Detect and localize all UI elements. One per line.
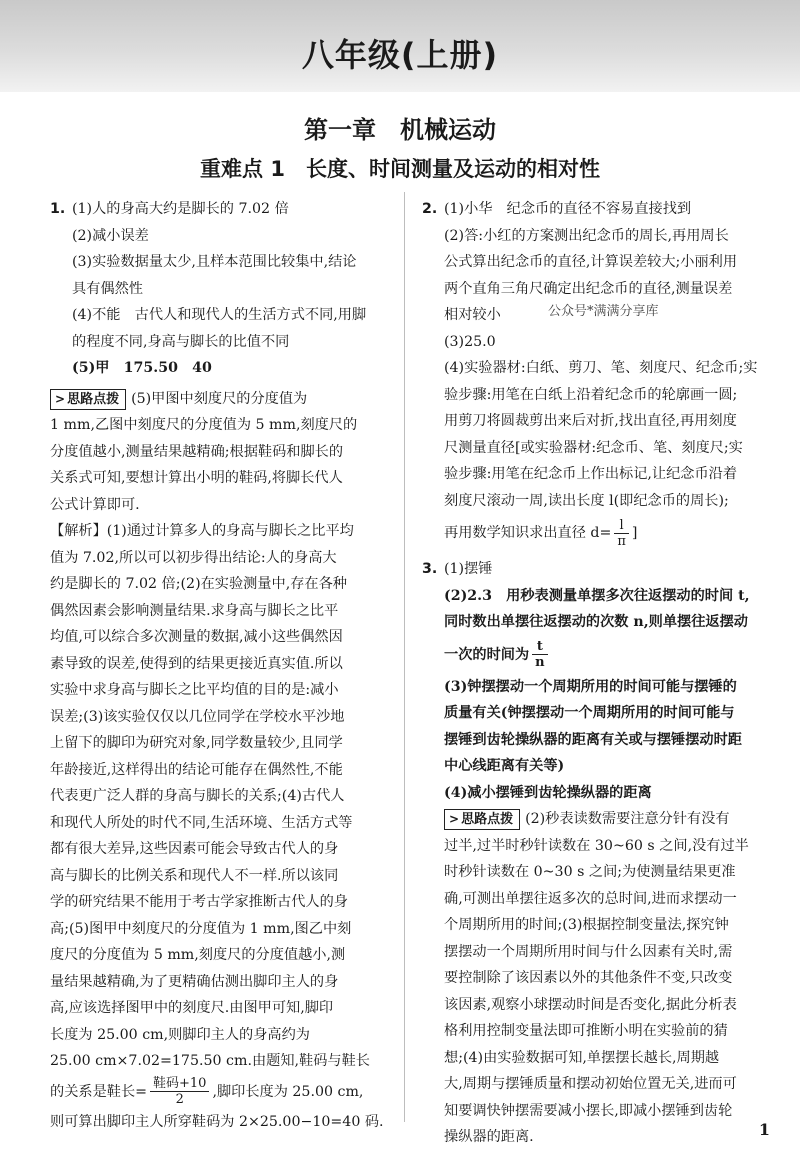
hint-text: 确,可测出单摆往返多次的总时间,进而求摆动一 [444, 890, 737, 907]
answer-line: 用剪刀将圆裁剪出来后对折,找出直径,再用刻度 [444, 413, 737, 429]
question-3 [422, 556, 774, 806]
analysis-text: 度尺的分度值为 5 mm,刻度尺的分度值越小,测 [50, 947, 346, 963]
formula-line: 再用数学知识求出直径 d= $\frac{l}{\pi}$ ] [444, 517, 638, 549]
chevron-right-icon: > [55, 391, 66, 406]
column-divider [404, 192, 405, 1122]
analysis-text: 高;(5)图甲中刻度尺的分度值为 1 mm,图乙中刻 [50, 920, 352, 937]
answer-line: (4)减小摆锤到齿轮操纵器的距离 [444, 784, 652, 801]
answer-line: 的程度不同,身高与脚长的比值不同 [72, 333, 290, 350]
analysis-text: 均值,可以综合多次测量的数据,减小这些偶然因 [50, 629, 343, 645]
hint-text: 要控制除了该因素以外的其他条件不变,只改变 [444, 970, 733, 986]
answer-line: 质量有关(钟摆摆动一个周期所用的时间可能与 [444, 705, 735, 721]
answer-line: 尺测量直径[或实验器材:纪念币、笔、刻度尺;实 [444, 439, 743, 456]
hint-block-3 [422, 806, 774, 1151]
answer-line: 刻度尺滚动一周,读出长度 l(即纪念币的周长); [444, 492, 729, 509]
chevron-right-icon: > [449, 812, 460, 826]
left-column [50, 196, 398, 1135]
answer-line: 同时数出单摆往返摆动的次数 n,则单摆往返摆动 [444, 614, 748, 630]
answer-line: (2)2.3 用秒表测量单摆多次往返摆动的时间 t, [444, 587, 750, 604]
formula-line: 一次的时间为 $\frac{t}{n}$ [444, 636, 774, 674]
analysis-block-1 [50, 518, 398, 1135]
answer-line: (5)甲 175.50 40 [72, 360, 212, 376]
analysis-text: 值为 7.02,所以可以初步得出结论:人的身高大 [50, 549, 337, 566]
analysis-text: 上留下的脚印为研究对象,同学数量较少,且同学 [50, 735, 343, 751]
analysis-text: 则可算出脚印主人所穿鞋码为 2×25.00−10=40 码. [50, 1113, 384, 1130]
fraction: $\frac{\text{鞋码+10}}{2}$ [150, 1076, 209, 1107]
fraction: $\frac{t}{n}$ [532, 639, 547, 670]
question-number: 2. [422, 201, 438, 217]
answer-line: 验步骤:用笔在纪念币上作出标记,让纪念币沿着 [444, 466, 738, 482]
analysis-text: 代表更广泛人群的身高与脚长的关系;(4)古代人 [50, 788, 345, 804]
hint-block-1 [50, 386, 398, 519]
right-column [422, 196, 774, 1151]
analysis-text: 长度为 25.00 cm,则脚印主人的身高约为 [50, 1026, 310, 1043]
page-number: 1 [758, 1120, 770, 1139]
analysis-text: 和现代人所处的时代不同,生活环境、生活方式等 [50, 814, 353, 831]
hint-badge: > 思路点拨 [444, 809, 520, 830]
hint-text: 该因素,观察小球摆动时间是否变化,据此分析表 [444, 996, 737, 1013]
hint-text: 个周期所用的时间;(3)根据控制变量法,探究钟 [444, 917, 729, 933]
answer-line: (3)钟摆摆动一个周期所用的时间可能与摆锤的 [444, 678, 737, 695]
analysis-text: 25.00 cm×7.02=175.50 cm.由题知,鞋码与鞋长 [50, 1053, 370, 1069]
hint-badge: > 思路点拨 [50, 389, 126, 410]
answer-line: (1)人的身高大约是脚长的 7.02 倍 [72, 201, 289, 217]
hint-text: 想;(4)由实验数据可知,单摆摆长越长,周期越 [444, 1049, 720, 1066]
question-number: 3. [422, 561, 438, 577]
answer-line: 相对较小 [444, 307, 501, 323]
analysis-text: 量结果越精确,为了更精确估测出脚印主人的身 [50, 973, 339, 990]
analysis-text: 实验中求身高与脚长之比平均值的目的是:减小 [50, 682, 339, 698]
hint-text: 摆摆动一个周期所用时间与什么因素有关时,需 [444, 943, 733, 960]
answer-line: (1)小华 纪念币的直径不容易直接找到 [444, 201, 692, 217]
hint-text: 格利用控制变量法即可推断小明在实验前的猜 [444, 1023, 728, 1039]
answer-line: 验步骤:用笔在白纸上沿着纪念币的轮廓画一圆; [444, 386, 738, 403]
hint-text: 知要调快钟摆需要减小摆长,即减小摆锤到齿轮 [444, 1102, 733, 1119]
answer-line: (2)减小误差 [72, 227, 149, 244]
hint-text: 过半,过半时秒针读数在 30~60 s 之间,没有过半 [444, 837, 749, 854]
hint-text: (2)秒表读数需要注意分针有没有 [525, 811, 730, 827]
analysis-text: 学的研究结果不能用于考古学家推断古代人的身 [50, 894, 348, 910]
answer-line: (2)答:小红的方案测出纪念币的周长,再用周长 [444, 227, 729, 244]
answer-line: 两个直角三角尺确定出纪念币的直径,测量误差 [444, 280, 733, 297]
analysis-text: 偶然因素会影响测量结果.求身高与脚长之比平 [50, 602, 339, 619]
chapter-title: 第一章 机械运动 [304, 116, 496, 144]
formula-line: 的关系是鞋长= $\frac{\text{鞋码+10}}{2}$ ,脚印长度为 25.00 cm, [50, 1076, 364, 1107]
answer-line: (4)实验器材:白纸、剪刀、笔、刻度尺、纪念币;实 [444, 360, 758, 376]
hint-text: 公式计算即可. [50, 496, 140, 513]
answer-line: 公式算出纪念币的直径,计算误差较大;小丽利用 [444, 254, 738, 270]
grade-title: 八年级(上册) [301, 36, 499, 74]
answer-line: 中心线距离有关等) [444, 758, 565, 774]
answer-line: 具有偶然性 [72, 280, 143, 297]
analysis-text: 高,应该选择图甲中的刻度尺.由图甲可知,脚印 [50, 1000, 334, 1016]
answer-line: (3)实验数据量太少,且样本范围比较集中,结论 [72, 254, 357, 270]
answer-line: (1)摆锤 [444, 561, 493, 577]
fraction: $\frac{l}{\pi}$ [614, 518, 629, 549]
answer-line: 摆锤到齿轮操纵器的距离有关或与摆锤摆动时距 [444, 731, 742, 748]
hint-text: 大,周期与摆锤质量和摆动初始位置无关,进而可 [444, 1076, 737, 1092]
analysis-text: 年龄接近,这样得出的结论可能存在偶然性,不能 [50, 761, 343, 778]
section-title: 重难点 1 长度、时间测量及运动的相对性 [200, 157, 600, 181]
hint-text: (5)甲图中刻度尺的分度值为 [131, 390, 308, 407]
question-1 [50, 196, 398, 382]
question-2 [422, 196, 774, 552]
analysis-text: 约是脚长的 7.02 倍;(2)在实验测量中,存在各种 [50, 576, 347, 592]
hint-text: 关系式可知,要想计算出小明的鞋码,将脚长代人 [50, 470, 343, 486]
hint-text: 分度值越小,测量结果越精确;根据鞋码和脚长的 [50, 443, 344, 460]
analysis-text: 【解析】(1)通过计算多人的身高与脚长之比平均 [50, 523, 354, 539]
hint-text: 1 mm,乙图中刻度尺的分度值为 5 mm,刻度尺的 [50, 417, 358, 433]
analysis-text: 都有很大差异,这些因素可能会导致古代人的身 [50, 841, 339, 857]
answer-line: (4)不能 古代人和现代人的生活方式不同,用脚 [72, 307, 367, 323]
analysis-text: 素导致的误差,使得到的结果更接近真实值.所以 [50, 655, 343, 672]
watermark-text: 公众号*满满分享库 [548, 304, 659, 319]
question-number: 1. [50, 201, 66, 217]
analysis-text: 高与脚长的比例关系和现代人不一样.所以该同 [50, 867, 339, 884]
answer-line: (3)25.0 [444, 333, 496, 350]
analysis-text: 误差;(3)该实验仅仅以几位同学在学校水平沙地 [50, 708, 345, 725]
hint-text: 时秒针读数在 0~30 s 之间;为使测量结果更准 [444, 864, 736, 880]
hint-text: 操纵器的距离. [444, 1129, 534, 1145]
